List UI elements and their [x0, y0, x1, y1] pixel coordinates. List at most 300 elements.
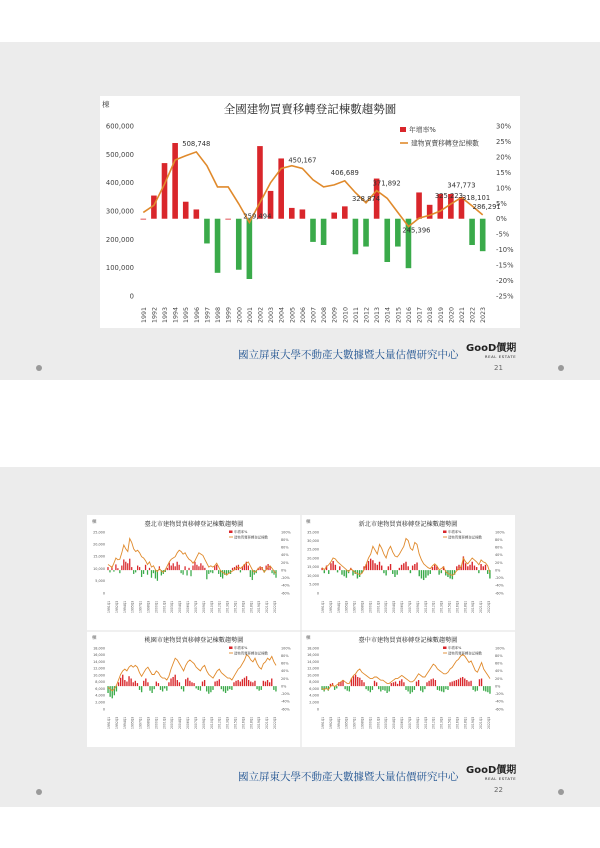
city-growth-bar [467, 566, 468, 570]
city-y2-tick-label: 60% [281, 661, 289, 666]
city-growth-bar [399, 681, 400, 686]
city-growth-bar [198, 566, 199, 570]
city-x-tick-label: 2004Q3 [178, 600, 183, 613]
x-tick-label: 2012 [363, 306, 371, 323]
city-growth-bar [410, 570, 411, 573]
y2-tick-label: -10% [496, 246, 514, 255]
city-x-tick-label: 2021Q1 [479, 600, 484, 613]
city-y-tick-label: 30,000 [307, 539, 319, 544]
growth-bar [321, 219, 327, 245]
x-tick-label: 2020 [448, 306, 456, 323]
city-x-tick-label: 2018Q1 [249, 716, 254, 729]
city-y2-tick-label: 100% [495, 530, 505, 535]
city-x-tick-label: 2006Q1 [400, 600, 405, 613]
growth-bar [395, 219, 401, 247]
city-growth-bar [273, 686, 274, 690]
city-growth-bar [475, 686, 476, 691]
slide-dot-right [558, 365, 564, 371]
growth-bar [172, 143, 178, 219]
city-x-tick-label: 2007Q3 [193, 600, 198, 613]
city-x-tick-label: 2007Q3 [193, 716, 198, 729]
city-growth-bar [380, 686, 381, 691]
x-tick-label: 2003 [268, 306, 276, 323]
city-x-tick-label: 1992Q3 [114, 716, 119, 729]
city-growth-bar [240, 570, 241, 572]
city-growth-bar [472, 562, 473, 570]
city-growth-bar [173, 563, 174, 570]
city-growth-bar [113, 570, 114, 572]
city-x-tick-label: 2022Q3 [487, 600, 491, 613]
city-x-tick-label: 2001Q3 [162, 600, 167, 613]
city-growth-bar [118, 682, 119, 686]
city-growth-bar [131, 567, 132, 570]
city-growth-bar [112, 686, 113, 698]
city-growth-bar [126, 682, 127, 687]
x-tick-label: 1992 [151, 306, 159, 323]
city-growth-bar [204, 680, 205, 686]
city-growth-bar [374, 563, 375, 570]
city-growth-bar [468, 682, 469, 687]
city-x-tick-label: 1994Q1 [336, 716, 341, 729]
y-tick-label: 200,000 [105, 235, 134, 244]
x-tick-label: 2014 [384, 306, 392, 323]
value-annotation: 245,396 [402, 226, 431, 235]
city-growth-bar [339, 566, 340, 570]
growth-bar [331, 213, 337, 219]
y-tick-label: 600,000 [105, 122, 134, 131]
city-growth-bar [381, 566, 382, 571]
city-growth-bar [120, 678, 121, 686]
city-growth-bar [202, 682, 203, 687]
city-growth-bar [403, 682, 404, 686]
city-x-tick-label: 1992Q3 [328, 716, 333, 729]
growth-bar [204, 219, 210, 244]
city-x-tick-label: 2000Q1 [368, 716, 373, 729]
city-growth-bar [323, 686, 324, 691]
city-growth-bar [196, 565, 197, 570]
x-tick-label: 1997 [204, 306, 212, 323]
city-x-tick-label: 2013Q3 [439, 600, 444, 613]
city-growth-bar [394, 570, 395, 577]
city-growth-bar [466, 680, 467, 686]
city-y-tick-label: 12,000 [307, 666, 319, 671]
x-tick-label: 2000 [236, 306, 244, 323]
logo-wordmark: GooD價期 [466, 765, 517, 776]
x-tick-label: 2022 [469, 306, 477, 323]
city-y-axis-unit: 棟 [306, 520, 311, 525]
city-y2-tick-label: -60% [281, 707, 290, 712]
city-y2-tick-label: -40% [281, 583, 290, 588]
city-growth-bar [437, 686, 438, 690]
city-growth-bar [390, 564, 391, 570]
city-x-tick-label: 2021Q1 [265, 600, 270, 613]
city-x-tick-label: 2010Q3 [209, 600, 214, 613]
city-x-tick-label: 1998Q3 [146, 600, 151, 613]
city-legend-label-growth: 年增率% [234, 646, 248, 650]
city-growth-bar [426, 682, 427, 686]
city-growth-bar [190, 570, 191, 576]
city-growth-bar [200, 686, 201, 691]
city-legend-label-count: 建物買賣移轉登記棟數 [234, 535, 268, 540]
y-tick-label: 500,000 [105, 150, 134, 159]
city-growth-bar [188, 568, 189, 570]
city-trend-charts [87, 515, 515, 747]
city-growth-bar [349, 686, 350, 691]
city-x-tick-label: 2016Q3 [241, 600, 246, 613]
city-x-tick-label: 2010Q3 [423, 600, 428, 613]
city-x-tick-label: 2003Q1 [384, 600, 389, 613]
city-y-tick-label: 8,000 [95, 680, 105, 685]
city-growth-bar [139, 567, 140, 570]
city-x-tick-label: 2018Q1 [463, 716, 468, 729]
city-growth-bar [256, 686, 257, 689]
city-growth-bar [158, 683, 159, 686]
city-x-tick-label: 1998Q3 [360, 600, 365, 613]
city-growth-bar [204, 568, 205, 570]
city-growth-bar [478, 570, 479, 573]
city-y-tick-label: 0 [316, 591, 319, 596]
city-y-tick-label: 15,000 [307, 565, 319, 570]
city-growth-bar [232, 568, 233, 570]
city-y-tick-label: 35,000 [307, 530, 319, 535]
city-growth-bar [189, 681, 190, 686]
growth-bar [300, 209, 306, 218]
city-x-tick-label: 1997Q1 [138, 600, 143, 613]
city-growth-bar [423, 570, 424, 580]
city-growth-bar [128, 676, 129, 686]
city-growth-bar [143, 681, 144, 686]
value-annotation: 508,748 [182, 139, 211, 148]
city-growth-bar [433, 679, 434, 687]
city-growth-bar [465, 563, 466, 570]
city-y2-tick-label: 20% [495, 560, 503, 565]
city-x-tick-label: 2019Q3 [471, 600, 476, 613]
city-growth-bar [445, 686, 446, 689]
city-x-tick-label: 2013Q3 [439, 716, 444, 729]
city-growth-bar [200, 563, 201, 570]
city-growth-bar [248, 566, 249, 571]
city-growth-bar [405, 562, 406, 570]
city-y-tick-label: 8,000 [309, 680, 319, 685]
value-annotation: 325,223 [434, 191, 463, 200]
city-growth-bar [487, 570, 488, 574]
value-annotation: 286,291 [472, 202, 501, 211]
city-growth-bar [346, 570, 347, 578]
city-growth-bar [265, 682, 266, 687]
city-y2-tick-label: 60% [495, 661, 503, 666]
city-growth-bar [141, 570, 142, 577]
city-y-tick-label: 0 [316, 707, 319, 712]
city-growth-bar [121, 566, 122, 571]
city-growth-bar [248, 680, 249, 686]
legend-swatch-growth [400, 127, 406, 132]
growth-bar [141, 219, 147, 220]
city-growth-bar [377, 565, 378, 570]
city-chart-panel [306, 518, 505, 613]
footer-center-name: 國立屏東大學不動產大數據暨大量估價研究中心 [238, 349, 459, 361]
x-tick-label: 2009 [331, 306, 339, 323]
city-x-tick-label: 2006Q1 [186, 716, 191, 729]
city-growth-bar [370, 686, 371, 692]
city-y-tick-label: 14,000 [93, 659, 105, 664]
city-growth-bar [246, 676, 247, 686]
growth-bar [236, 219, 242, 270]
x-tick-label: 2005 [289, 306, 297, 323]
city-growth-bar [124, 680, 125, 686]
city-growth-bar [218, 570, 219, 574]
y-tick-label: 100,000 [105, 264, 134, 273]
city-growth-bar [460, 678, 461, 686]
city-x-tick-label: 2013Q3 [225, 716, 230, 729]
city-growth-bar [177, 562, 178, 570]
city-growth-bar [408, 566, 409, 570]
value-annotation: 259,494 [243, 212, 272, 221]
brand-logo [466, 344, 516, 359]
city-growth-bar [403, 563, 404, 570]
growth-bar [183, 202, 189, 219]
city-growth-bar [242, 679, 243, 686]
x-tick-label: 2016 [405, 306, 413, 323]
city-x-tick-label: 2000Q1 [154, 600, 159, 613]
city-growth-bar [384, 686, 385, 691]
city-x-tick-label: 1992Q3 [328, 600, 333, 613]
city-y-tick-label: 5,000 [309, 582, 319, 587]
value-annotation: 450,167 [288, 156, 317, 165]
footer-center-name: 國立屏東大學不動產大數據暨大量估價研究中心 [238, 771, 459, 783]
growth-bar [247, 219, 253, 279]
city-x-tick-label: 1994Q1 [336, 600, 341, 613]
city-x-tick-label: 2003Q1 [170, 600, 175, 613]
city-growth-bar [233, 682, 234, 686]
city-growth-bar [156, 682, 157, 687]
city-growth-bar [263, 681, 264, 686]
city-y2-tick-label: 20% [281, 560, 289, 565]
city-y-tick-label: 20,000 [307, 556, 319, 561]
city-y-tick-label: 10,000 [307, 573, 319, 578]
city-growth-bar [115, 564, 116, 570]
slide-22 [0, 467, 600, 807]
city-growth-bar [359, 678, 360, 686]
city-y-tick-label: 4,000 [309, 693, 319, 698]
city-growth-bar [414, 564, 415, 570]
city-x-tick-label: 2021Q1 [265, 716, 270, 729]
city-x-tick-label: 2003Q1 [170, 716, 175, 729]
city-y-tick-label: 16,000 [307, 653, 319, 658]
city-growth-bar [412, 566, 413, 571]
city-y2-tick-label: 0% [281, 684, 287, 689]
y2-tick-label: 10% [496, 184, 512, 193]
city-legend-label-growth: 年增率% [448, 646, 462, 650]
city-growth-bar [193, 683, 194, 686]
city-growth-bar [374, 681, 375, 686]
city-y2-tick-label: 60% [495, 545, 503, 550]
x-tick-label: 2008 [321, 306, 329, 323]
city-y-tick-label: 12,000 [93, 666, 105, 671]
value-annotation: 371,892 [372, 179, 401, 188]
city-growth-bar [219, 679, 220, 686]
city-growth-bar [452, 682, 453, 687]
city-growth-bar [361, 680, 362, 686]
city-y2-tick-label: -60% [495, 591, 504, 596]
city-y-tick-label: 25,000 [93, 530, 105, 535]
value-annotation: 318,101 [462, 193, 491, 202]
city-growth-bar [372, 686, 373, 690]
city-growth-bar [427, 570, 428, 575]
city-growth-bar [208, 686, 209, 694]
city-growth-bar [385, 570, 386, 575]
city-growth-bar [164, 686, 165, 688]
city-x-tick-label: 2021Q1 [479, 716, 484, 729]
x-tick-label: 2021 [458, 306, 466, 323]
city-growth-bar [470, 681, 471, 686]
x-tick-label: 2019 [437, 306, 445, 323]
city-growth-bar [389, 686, 390, 691]
x-tick-label: 1999 [225, 306, 233, 323]
city-y2-tick-label: 100% [281, 646, 291, 651]
city-x-tick-label: 2009Q1 [201, 600, 206, 613]
city-growth-bar [341, 570, 342, 575]
city-x-tick-label: 2012Q1 [431, 600, 436, 613]
city-x-tick-label: 2012Q1 [217, 716, 222, 729]
city-x-tick-label: 2016Q3 [455, 600, 460, 613]
city-y2-tick-label: 40% [495, 553, 503, 558]
city-growth-bar [147, 570, 148, 575]
logo-wordmark: GooD價期 [466, 343, 517, 354]
city-x-tick-label: 2004Q3 [392, 600, 397, 613]
city-growth-bar [271, 570, 272, 573]
city-x-tick-label: 2010Q3 [209, 716, 214, 729]
city-growth-bar [368, 686, 369, 691]
y-tick-label: 300,000 [105, 207, 134, 216]
city-x-tick-label: 1994Q1 [122, 600, 127, 613]
city-growth-bar [254, 681, 255, 686]
city-growth-bar [335, 565, 336, 570]
city-legend-swatch-growth [443, 647, 447, 650]
x-tick-label: 2001 [246, 306, 254, 323]
city-growth-bar [419, 570, 420, 576]
city-x-tick-label: 1995Q3 [130, 716, 135, 729]
city-growth-bar [109, 686, 110, 697]
city-x-tick-label: 1997Q1 [138, 716, 143, 729]
page-number: 21 [494, 364, 503, 372]
city-growth-bar [212, 570, 213, 573]
city-growth-bar [456, 680, 457, 686]
city-chart-title: 臺中市建物買賣移轉登記棟數趨勢圖 [358, 637, 458, 644]
city-growth-bar [481, 679, 482, 687]
y2-tick-label: -5% [496, 230, 510, 239]
city-growth-bar [145, 565, 146, 570]
city-growth-bar [441, 686, 442, 691]
city-growth-bar [160, 686, 161, 690]
x-tick-label: 2013 [374, 306, 382, 323]
city-growth-bar [267, 680, 268, 686]
x-tick-label: 1995 [183, 306, 191, 323]
city-y-axis-unit: 棟 [306, 636, 311, 641]
value-annotation: 347,773 [447, 181, 476, 190]
city-growth-bar [431, 679, 432, 686]
city-growth-bar [456, 566, 457, 570]
city-growth-bar [355, 675, 356, 686]
city-chart-title: 新北市建物買賣移轉登記棟數趨勢圖 [358, 521, 458, 528]
city-y-tick-label: 6,000 [309, 686, 319, 691]
city-x-tick-label: 2007Q3 [407, 716, 412, 729]
city-growth-bar [129, 559, 130, 570]
city-y2-tick-label: 60% [281, 545, 289, 550]
city-growth-bar [383, 570, 384, 573]
city-growth-bar [184, 566, 185, 570]
value-annotation: 328,874 [351, 194, 381, 203]
city-growth-bar [379, 562, 380, 570]
city-growth-bar [162, 686, 163, 691]
growth-bar [480, 219, 486, 251]
city-y2-tick-label: -20% [495, 576, 504, 581]
city-growth-bar [179, 682, 180, 686]
city-x-tick-label: 2004Q3 [392, 716, 397, 729]
city-x-tick-label: 1998Q3 [146, 716, 151, 729]
city-growth-bar [332, 561, 333, 570]
city-growth-bar [196, 686, 197, 688]
growth-bar [363, 219, 369, 247]
x-tick-label: 2015 [395, 306, 403, 323]
city-y-tick-label: 18,000 [93, 646, 105, 651]
city-growth-bar [238, 680, 239, 686]
city-growth-bar [133, 682, 134, 686]
city-legend-swatch-growth [229, 531, 233, 534]
city-growth-bar [137, 566, 138, 571]
city-growth-bar [464, 679, 465, 687]
y2-tick-label: -20% [496, 277, 514, 286]
city-growth-bar [399, 568, 400, 570]
city-growth-bar [175, 675, 176, 686]
city-y-tick-label: 16,000 [93, 653, 105, 658]
city-growth-bar [428, 681, 429, 686]
city-y-tick-label: 2,000 [309, 700, 319, 705]
city-x-tick-label: 2018Q1 [463, 600, 468, 613]
city-x-tick-label: 1992Q3 [114, 600, 119, 613]
city-growth-bar [422, 686, 423, 692]
city-growth-bar [149, 568, 150, 570]
growth-bar [342, 206, 348, 218]
x-tick-label: 2017 [416, 306, 424, 323]
city-x-tick-label: 2009Q1 [415, 600, 420, 613]
city-x-tick-label: 2015Q1 [233, 600, 238, 613]
city-growth-bar [416, 682, 417, 687]
city-growth-bar [198, 686, 199, 690]
city-growth-bar [145, 679, 146, 687]
city-growth-bar [206, 686, 207, 691]
city-growth-bar [407, 686, 408, 691]
city-growth-bar [382, 686, 383, 690]
city-growth-bar [489, 686, 490, 694]
city-growth-bar [229, 686, 230, 689]
growth-bar [289, 208, 295, 219]
city-growth-bar [376, 682, 377, 686]
city-growth-bar [250, 570, 251, 577]
slide-dot-left [36, 789, 42, 795]
city-growth-bar [439, 686, 440, 691]
growth-bar [310, 219, 316, 242]
city-growth-bar [252, 570, 253, 580]
x-tick-label: 2011 [352, 306, 360, 323]
city-growth-bar [139, 686, 140, 690]
city-growth-bar [485, 565, 486, 570]
growth-bar [215, 219, 221, 273]
city-growth-bar [479, 679, 480, 686]
city-y-tick-label: 2,000 [95, 700, 105, 705]
city-growth-bar [177, 680, 178, 686]
city-y-tick-label: 20,000 [93, 542, 105, 547]
city-growth-bar [175, 566, 176, 570]
